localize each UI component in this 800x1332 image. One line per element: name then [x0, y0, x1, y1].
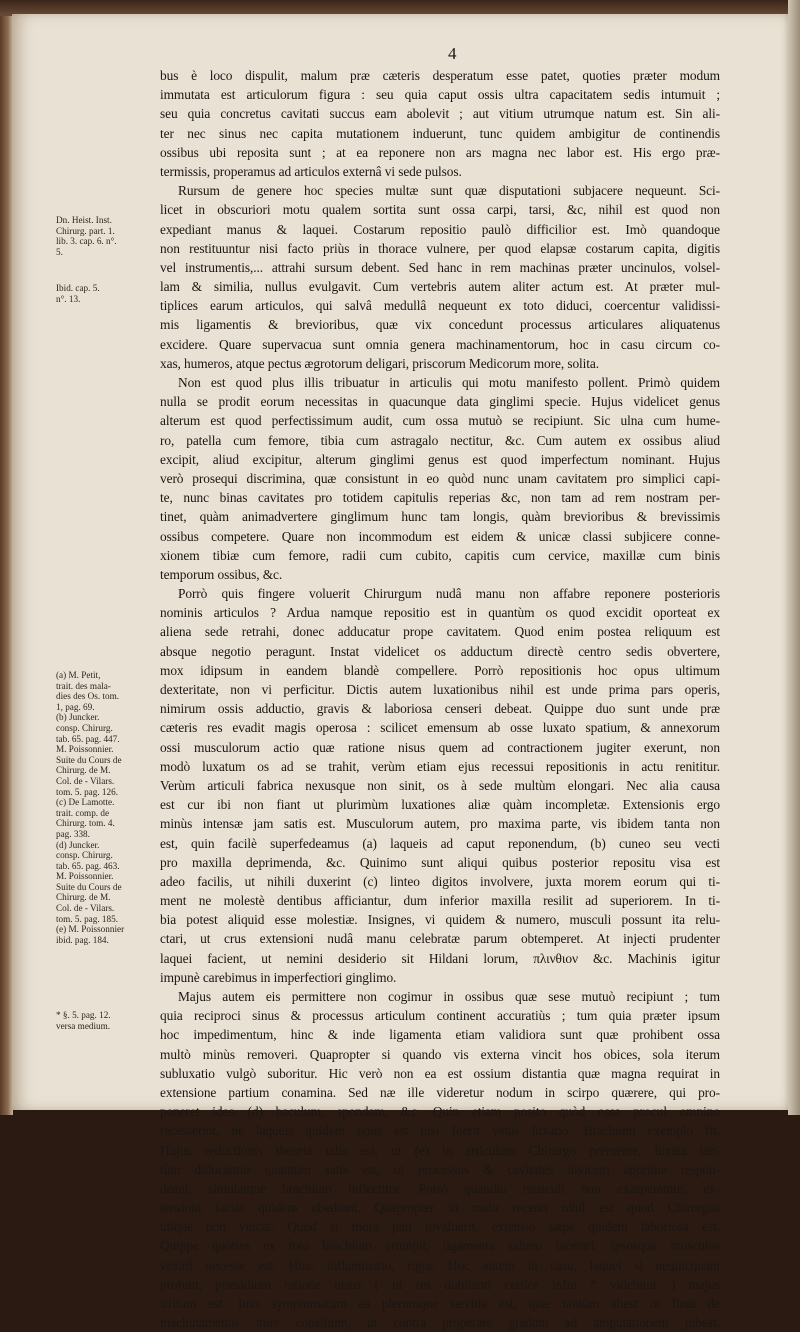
- text-line: ment ne molestè dentibus afficiantur, dum inferior maxilla resilit ad superiorem. In ti-: [160, 893, 720, 909]
- text-line: termissis, properamus ad articulos externâ vi sede pulsos.: [160, 163, 462, 179]
- text-line: minùs intensæ jam satis est. Musculorum autem, pro maxima parte, vis ibidem tanta non: [160, 816, 720, 832]
- text-line: subluxatio vulgò suboritur. Hic verò non ea est ossium distantia quæ magna requirat in: [160, 1065, 720, 1081]
- text-line: deant, simulatque brachium inflectitur. Porrò quandiu musculi non exasperantur, ex-: [160, 1180, 720, 1196]
- text-line: verò prosequi discrimina, quæ consistunt in eo quòd nunc unam cavitatem pro simplici capi-: [160, 470, 720, 486]
- text-line: utique non vincat. Quòd si mora jam invaluerit, extensio sæpe quidem laboriosa est.: [160, 1219, 720, 1235]
- text-line: nimirum ossis adductio, gravis & laboriosa censeri debeat. Quippe duo sunt unde præ: [160, 701, 720, 717]
- text-line: poneret ideo (d) baculum, spondam, &c. Quin etiam posito quòd ossa procul omnino: [160, 1104, 720, 1120]
- text-line: licet in obscuriori motu qualem sortita sunt ossa carpi, tarsi, &c, nihil est quod non: [160, 202, 720, 218]
- text-line: profunt, præsidium ratione nisus ( ut res dubitanti certior infra * videbitur ) majus: [160, 1276, 720, 1292]
- text-line: Hujus reductionis theoria talis est, ut (e) in articulum Chirurgo premente, luxata tan-: [160, 1142, 720, 1158]
- text-line: nulla se prodit eorum necessitas in quacunque data ginglimi specie. Hujus videlicet genus: [160, 394, 720, 410]
- sidenote-crossref: * §. 5. pag. 12. versa medium.: [56, 1010, 111, 1031]
- text-line: Porrò quis fingere voluerit Chirurgum nudâ manu non affabre reponere posterioris: [178, 586, 720, 602]
- text-line: vexari necesse est. Hinc inflammatio, rigor. Hoc autem in casu, laquei si nequicquam: [160, 1257, 720, 1273]
- text-line: non restituuntur nisi facto priùs in thorace vulnere, per quod elapsæ costarum capita, digitis: [160, 240, 720, 256]
- text-line: excidere. Quare supervacua sunt omnia genera machinamentorum, hoc in casu circum co-: [160, 336, 720, 352]
- text-line: est cur ibi non fiant ut plurimùm luxationes aliæ quàm incompletæ. Extensionis ergo: [160, 797, 720, 813]
- text-line: modò luxatum os ad se trahit, verùm etiam ejus recessui repositionis in actu renititur.: [160, 758, 720, 774]
- text-line: nominis articulos ? Ardua namque repositio est in quantùm os quod excidit oporteat ex: [160, 605, 720, 621]
- text-line: excipit, aliud excipitur, alterum ginglimi genus est quod imperfectum nominant. Hujus: [160, 451, 720, 467]
- text-line: hoc impedimentum, hinc & inde ligamenta etiam validiora sunt quæ prohibent ossa: [160, 1027, 720, 1043]
- text-line: laquei facient, ut nemini desiderio sit Hildani lorum, πλινθιον &c. Machinis igitur: [160, 950, 720, 966]
- text-line: alterum est quod perfectissimum audit, cum ossa mutuò se recipiunt. Sic ulna cum hume-: [160, 413, 720, 429]
- sidenote-footnotes: (a) M. Petit, trait. des mala- dies des Os. tom. 1, pag. 69. (b) Juncker. consp. Chirurg. tab. 65. pag. 447. M. Poissonnier. Suite du Cours de Chirurg. de M. Col. de - Vilars. tom. 5. pag. 126. (c) De Lamotte. trait. comp. de Chirurg. tom. 4. pag. 338. (d) Juncker. consp. Chirurg. tab. 65. pag. 463. M. Poissonnier. Suite du Cours de Chirurg. de M. Col. de - Vilars. tom. 5. pag. 185. (e) M. Poissonnier ibid. pag. 184.: [56, 670, 125, 945]
- text-line: ossibus ubi reposita sunt ; at ea reponere non ars magna nec labor est. His ergo præ-: [160, 144, 720, 160]
- text-line: tinet, quàm animadvertere ginglimum hunc tam longis, quàm brevioribus & brevissimis: [160, 509, 720, 525]
- text-line: impunè carebimus in imperfectiori ginglimo.: [160, 969, 397, 985]
- text-line: ro, patella cum femore, tibia cum astragalo nectitur, &c. Cum autem ex ossibus aliud: [160, 432, 720, 448]
- text-line: expediant manus & laquei. Costarum repositio paulò difficilior est. Imò quandoque: [160, 221, 720, 237]
- sidenote-heister: Dn. Heist. Inst. Chirurg. part. 1. lib. 3. cap. 6. n°. 5.: [56, 215, 117, 257]
- text-line: recesserint, ne laqueis quidem opus est nisi fuerit vetus luxatio. Brachium exemplo fit.: [160, 1123, 720, 1139]
- text-line: ctari, ut crus extensioni nudâ manu celebratæ parum obtemperet. At injecti prudenter: [160, 931, 720, 947]
- text-line: seu quia concretus cavitati succus eam abolevit ; aut vitium utrumque natum est. Sin ali-: [160, 106, 720, 122]
- text-line: temporum ossibus, &c.: [160, 566, 283, 582]
- text-line: est, quin facilè superfedeamus (a) laqueis ad caput reponendum, (b) cuneo seu vecti: [160, 835, 720, 851]
- text-line: bus è loco dispulit, malum præ cæteris desperatum esse patet, quoties præter modum: [160, 68, 720, 83]
- sidenote-ibid: Ibid. cap. 5. n°. 13.: [56, 283, 100, 304]
- text-line: irritum est. Imò symptomatum ea plerumque sævitia est, quæ tantùm abest ut finat de: [160, 1296, 720, 1311]
- text-line: xionem tibiæ cum femore, radii cum cubito, capitis cum cervice, maxillæ cum binis: [160, 547, 720, 563]
- text-line: vel instrumentis,... attrahi sursum debent. Sed hanc in rem machinas præter uncinulos, volsel-: [160, 259, 720, 275]
- text-line: mox idipsum in eandem blandè compellere. Porrò repositionis hoc opus ultimum: [160, 662, 720, 678]
- text-line: dexteritate, non vi perficitur. Dictis autem luxationibus nihil est unde prima pars operis,: [160, 682, 720, 697]
- text-line: cæteris res evadit magis operosa : scilicet emensum ab osse luxato spatium, & annexorum: [160, 720, 720, 736]
- text-line: aliena sede retrahi, donec adducatur prope cavitatem. Quod enim postea reliquum est: [160, 624, 720, 640]
- text-line: te, nunc binas cavitates pro totidem capitulis reperias &c, non tam ad rem nostram per-: [160, 490, 720, 506]
- text-line: immutata est articulorum figura : seu quia caput ossis ultra capacitatem sedis intumuit ;: [160, 87, 720, 103]
- page-number: 4: [448, 44, 457, 63]
- text-line: tensioni facilè quidem obediunt. Quapropter in malo recenti nihil est quod Chirurgus: [160, 1200, 720, 1216]
- text-line: extensione partium conamina. Sed næ ille videretur nodum in scirpo quærere, qui pro-: [160, 1084, 720, 1100]
- text-line: machinamentis inire consilium, ut contra properare gradum ad amputationem jubeat.: [160, 1315, 720, 1331]
- text-line: Verùm articuli fabrica nexusque non sinit, os à sede multùm elongari. Nec alia causa: [160, 777, 720, 793]
- text-line: pro maxilla deprimenda, &c. Quinimo sunt aliqui quibus posterior repositu visa est: [160, 854, 720, 870]
- text-line: Majus autem eis permittere non cogimur in ossibus quæ sese mutuò recipiunt ; tum: [178, 989, 720, 1004]
- text-line: absque negotio peragunt. Instat videlicet os adductum directè centro sedis obvertere,: [160, 643, 720, 659]
- text-line: tiplices earum articulos, qui salvâ medullâ nequeunt ex toto diduci, coercentur validissi-: [160, 298, 720, 314]
- text-line: mis ligamentis & brevioribus, quæ vix concedunt processus articulares aliquatenus: [160, 317, 720, 333]
- text-line: Rursum de genere hoc species multæ sunt quæ disputationi subjacere nequeunt. Sci-: [178, 183, 720, 199]
- text-line: ossibus competere. Quare non incommodum est eidem & unicæ classi subjicere conne-: [160, 528, 720, 544]
- text-line: Non est quod plus illis tribuatur in articulis qui motu manifesto pollent. Primò quidem: [178, 375, 720, 390]
- text-line: adeo facilis, ut nihili duxerint (c) linteo digitos involvere, juxta morem eorum qui ti-: [160, 873, 720, 889]
- text-line: ter nec sinus nec capita mutationem induerunt, tunc quidem ambigitur de continendis: [160, 125, 720, 141]
- text-line: bia potest aliquid esse molestiæ. Insignes, vi quidem & numero, musculi possunt ita relu-: [160, 912, 720, 928]
- main-text-column: [160, 66, 720, 1332]
- text-line: quia reciproci sinus & processus articulum continent accuratiùs ; tum quia præter ipsum: [160, 1008, 720, 1024]
- text-line: ossi musculorum actio quæ ratione nisus quem ad contractionem jugiter exerunt, non: [160, 739, 720, 755]
- text-line: lam & similia, nullus evulgavit. Cum vertebris autem aliter actum est. At præter mul-: [160, 279, 720, 295]
- text-line: tùm diducantur quantum satis est, ut processus & cavitates invicem apprime respon-: [160, 1161, 720, 1177]
- book-right-edge: [788, 0, 800, 1115]
- text-line: multò minùs removeri. Quapropter si quando vis externa vincit hos obices, sola iterum: [160, 1046, 720, 1062]
- text-line: Quippe quoties ex toto brachium erumpit, ligamenta saltem lacerari, ipsosque musculos: [160, 1238, 720, 1254]
- text-line: xas, humeros, atque pectus ægrotorum deligari, priscorum Medicorum more, solita.: [160, 355, 599, 371]
